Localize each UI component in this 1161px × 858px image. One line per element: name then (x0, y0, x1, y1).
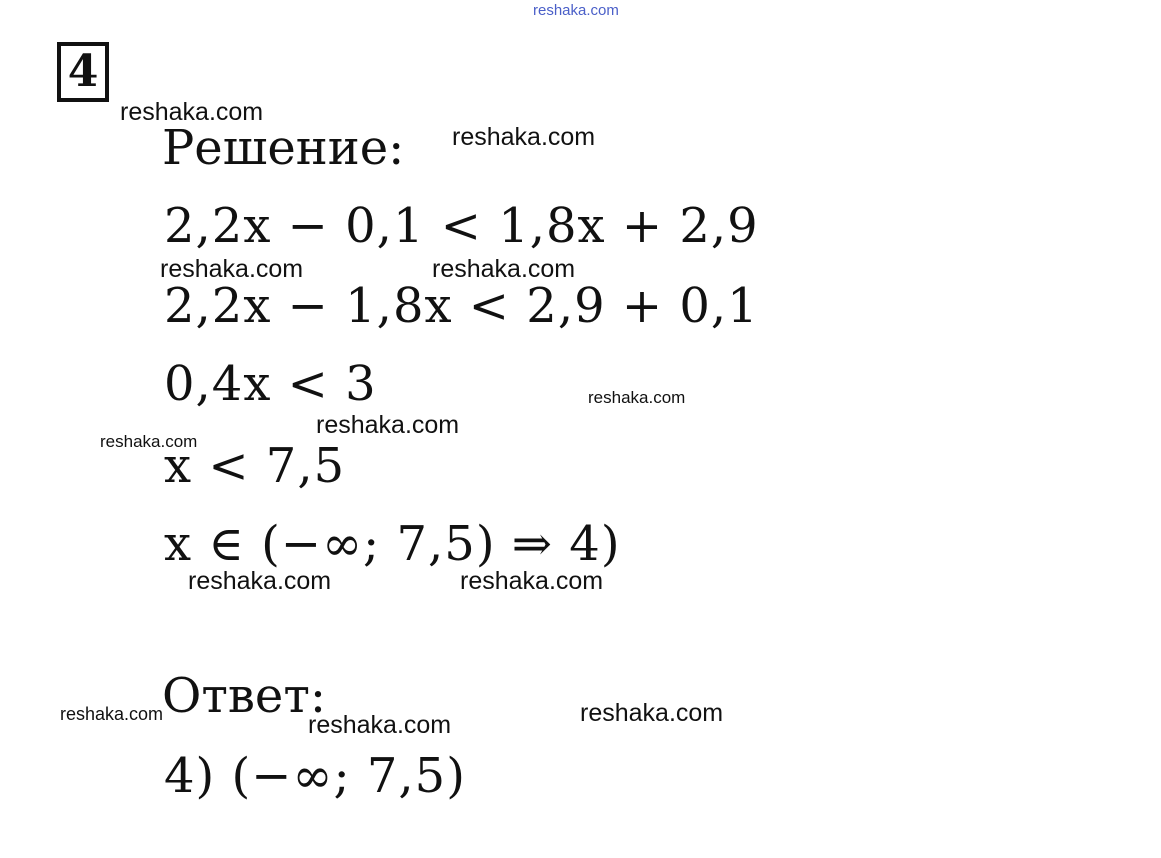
answer-heading: Ответ: (162, 668, 327, 724)
problem-number-box (57, 42, 109, 102)
solution-step-5: x ∈ (−∞; 7,5) ⇒ 4) (164, 516, 621, 572)
watermark: reshaka.com (188, 567, 332, 595)
watermark-top: reshaka.com (533, 2, 619, 19)
watermark: reshaka.com (452, 123, 596, 151)
watermark: reshaka.com (60, 704, 164, 724)
watermark: reshaka.com (432, 255, 576, 283)
watermark: reshaka.com (100, 432, 198, 451)
solution-step-2: 2,2x − 1,8x < 2,9 + 0,1 (164, 278, 759, 334)
watermark: reshaka.com (460, 567, 604, 595)
watermark: reshaka.com (580, 699, 724, 727)
solution-heading: Решение: (162, 120, 405, 176)
solution-step-1: 2,2x − 0,1 < 1,8x + 2,9 (164, 198, 759, 254)
watermark: reshaka.com (120, 98, 264, 126)
answer-value: 4) (−∞; 7,5) (164, 748, 466, 804)
watermark: reshaka.com (160, 255, 304, 283)
watermark: reshaka.com (316, 411, 460, 439)
watermark: reshaka.com (308, 711, 452, 739)
solution-step-4: x < 7,5 (164, 438, 346, 494)
watermark: reshaka.com (588, 388, 686, 407)
solution-step-3: 0,4x < 3 (164, 356, 377, 412)
problem-number: 4 (67, 46, 99, 97)
